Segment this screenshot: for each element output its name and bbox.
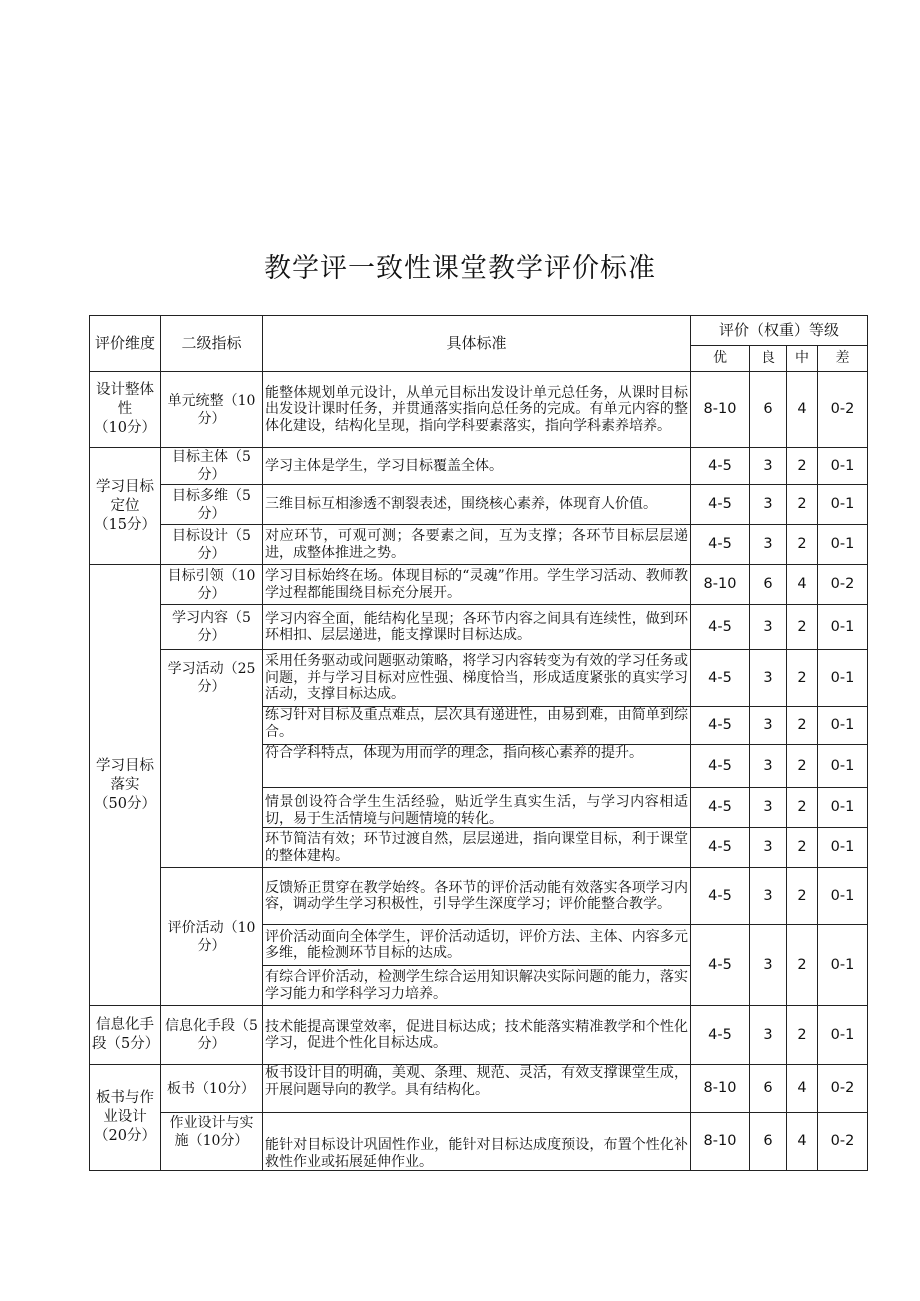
table-row [90,1113,868,1171]
score-medium: 4 [787,1065,818,1113]
score-good: 6 [750,1113,787,1171]
score-medium: 2 [787,448,818,485]
score-medium: 4 [787,372,818,448]
table-row [90,1006,868,1065]
standard-text: 环节简洁有效；环节过渡自然，层层递进，指向课堂目标，利于课堂的整体建构。 [263,828,691,868]
score-poor: 0-1 [818,1006,868,1065]
score-medium: 4 [787,1113,818,1171]
standard-text: 情景创设符合学生生活经验，贴近学生真实生活，与学习内容相适切，易于生活情境与问题情境的转化。 [263,788,691,828]
standard-text: 能整体规划单元设计，从单元目标出发设计单元总任务，从课时目标出发设计课时任务，并贯通落实指向总任务的完成。有单元内容的整体化建设，结构化呈现，指向学科要素落实，指向学科素养培养。 [263,372,691,448]
table-row [90,650,868,707]
score-poor: 0-1 [818,525,868,565]
score-excellent: 8-10 [691,565,750,605]
table-row [90,372,868,448]
score-good: 3 [750,525,787,565]
score-excellent: 4-5 [691,650,750,707]
score-medium: 2 [787,828,818,868]
score-good: 3 [750,1006,787,1065]
table-row [90,485,868,525]
table-row [90,605,868,650]
score-poor: 0-2 [818,565,868,605]
score-poor: 0-1 [818,650,868,707]
dimension-name: 设计整体性 [96,382,154,417]
score-good: 3 [750,707,787,745]
score-good: 6 [750,372,787,448]
dimension-score: （15分） [94,516,156,533]
standard-text: 符合学科特点，体现为用而学的理念，指向核心素养的提升。 [263,745,691,788]
standard-text: 学习内容全面，能结构化呈现；各环节内容之间具有连续性，做到环环相扣、层层递进，能支撑课时目标达成。 [263,605,691,650]
dimension-name: 板书与作业设计（20分） [94,1090,156,1144]
secondary-indicator: 板书（10分） [161,1065,263,1113]
header-row [90,316,868,346]
score-good: 3 [750,868,787,925]
secondary-indicator: 目标引领（10分） [161,565,263,605]
score-poor: 0-1 [818,448,868,485]
evaluation-table [89,315,868,1171]
score-good: 3 [750,828,787,868]
score-good: 6 [750,565,787,605]
score-medium: 2 [787,1006,818,1065]
score-poor: 0-1 [818,828,868,868]
standard-text: 评价活动面向全体学生，评价活动适切，评价方法、主体、内容多元多维，能检测环节目标的达成。 [263,925,691,966]
table-row [90,448,868,485]
secondary-indicator: 单元统整（10分） [161,372,263,448]
score-medium: 2 [787,485,818,525]
header-secondary: 二级指标 [161,316,263,372]
dimension-name: 信息化手段（5分） [92,1017,160,1052]
score-poor: 0-1 [818,485,868,525]
dimension-cell [90,565,161,1006]
score-good: 3 [750,788,787,828]
header-rating: 评价（权重）等级 [691,316,868,346]
score-good: 6 [750,1065,787,1113]
score-good: 3 [750,650,787,707]
score-poor: 0-2 [818,1113,868,1171]
score-medium: 2 [787,788,818,828]
table-row [90,1065,868,1113]
score-excellent: 4-5 [691,707,750,745]
dimension-score: （50分） [94,795,156,812]
standard-text: 学习主体是学生，学习目标覆盖全体。 [263,448,691,485]
dimension-cell [90,448,161,565]
secondary-indicator: 学习内容（5分） [161,605,263,650]
dimension-cell [90,372,161,448]
standard-text: 对应环节，可观可测；各要素之间，互为支撑；各环节目标层层递进，成整体推进之势。 [263,525,691,565]
secondary-indicator: 目标多维（5分） [161,485,263,525]
score-excellent: 4-5 [691,745,750,788]
score-poor: 0-1 [818,788,868,828]
table-row [90,565,868,605]
score-poor: 0-2 [818,372,868,448]
standard-text: 反馈矫正贯穿在教学始终。各环节的评价活动能有效落实各项学习内容，调动学生学习积极性，引导学生深度学习；评价能整合教学。 [263,868,691,925]
standard-text: 学习目标始终在场。体现目标的“灵魂”作用。学生学习活动、教师教学过程都能围绕目标充分展开。 [263,565,691,605]
grade-good: 良 [750,346,787,372]
score-poor: 0-1 [818,925,868,1006]
dimension-name: 学习目标落实 [96,757,154,793]
score-medium: 2 [787,605,818,650]
table-row [90,868,868,925]
score-medium: 2 [787,525,818,565]
grade-medium: 中 [787,346,818,372]
secondary-indicator: 评价活动（10分） [161,868,263,1006]
standard-text: 技术能提高课堂效率，促进目标达成；技术能落实精准教学和个性化学习，促进个性化目标达成。 [263,1006,691,1065]
score-excellent: 4-5 [691,1006,750,1065]
score-medium: 4 [787,565,818,605]
score-excellent: 4-5 [691,448,750,485]
score-excellent: 8-10 [691,372,750,448]
score-excellent: 8-10 [691,1065,750,1113]
score-good: 3 [750,745,787,788]
score-good: 3 [750,925,787,1006]
dimension-cell [90,1065,161,1171]
score-poor: 0-2 [818,1065,868,1113]
score-excellent: 4-5 [691,485,750,525]
header-dimension: 评价维度 [90,316,161,372]
dimension-score: （10分） [94,420,156,436]
score-excellent: 4-5 [691,828,750,868]
secondary-indicator: 目标设计（5分） [161,525,263,565]
standard-text: 采用任务驱动或问题驱动策略，将学习内容转变为有效的学习任务或问题，并与学习目标对应性强、梯度恰当，形成适度紧张的真实学习活动，支撑目标达成。 [263,650,691,707]
score-excellent: 4-5 [691,868,750,925]
score-good: 3 [750,605,787,650]
score-excellent: 4-5 [691,925,750,1006]
secondary-indicator: 目标主体（5分） [161,448,263,485]
grade-poor: 差 [818,346,868,372]
score-poor: 0-1 [818,605,868,650]
grade-excellent: 优 [691,346,750,372]
score-poor: 0-1 [818,707,868,745]
header-standard: 具体标准 [263,316,691,372]
standard-text: 板书设计目的明确，美观、条理、规范、灵活，有效支撑课堂生成，开展问题导向的教学。具有结构化。 [263,1065,691,1113]
score-excellent: 4-5 [691,525,750,565]
score-poor: 0-1 [818,868,868,925]
score-good: 3 [750,448,787,485]
standard-text: 能针对目标设计巩固性作业，能针对目标达成度预设，布置个性化补救性作业或拓展延伸作业。 [263,1113,691,1171]
secondary-indicator: 信息化手段（5分） [161,1006,263,1065]
dimension-cell [90,1006,161,1065]
secondary-indicator: 学习活动（25分） [161,650,263,868]
score-medium: 2 [787,650,818,707]
secondary-indicator: 作业设计与实施（10分） [161,1113,263,1171]
standard-text: 三维目标互相渗透不割裂表述，围绕核心素养，体现育人价值。 [263,485,691,525]
score-medium: 2 [787,707,818,745]
score-medium: 2 [787,925,818,1006]
score-excellent: 8-10 [691,1113,750,1171]
page-title: 教学评一致性课堂教学评价标准 [264,253,656,284]
score-poor: 0-1 [818,745,868,788]
score-medium: 2 [787,868,818,925]
table-row [90,525,868,565]
score-excellent: 4-5 [691,605,750,650]
dimension-name: 学习目标定位 [96,478,154,514]
score-excellent: 4-5 [691,788,750,828]
score-medium: 2 [787,745,818,788]
standard-text: 有综合评价活动，检测学生综合运用知识解决实际问题的能力，落实学习能力和学科学习力培养。 [263,966,691,1006]
score-good: 3 [750,485,787,525]
standard-text: 练习针对目标及重点难点，层次具有递进性，由易到难，由简单到综合。 [263,707,691,745]
